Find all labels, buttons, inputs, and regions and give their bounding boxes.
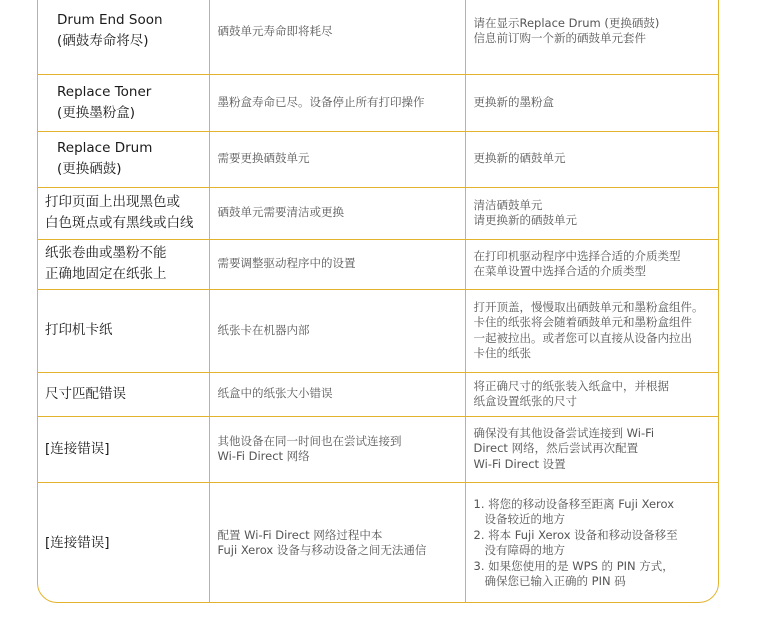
table-row xyxy=(37,416,719,482)
table-row xyxy=(37,187,719,239)
cause-text: 硒鼓单元寿命即将耗尽 xyxy=(217,23,333,38)
solution-text: 在菜单设置中选择合适的介质类型 xyxy=(473,264,646,278)
solution-text: 卡住的纸张将会随着硒鼓单元和墨粉盒组件 xyxy=(473,315,692,329)
solution-text: 卡住的纸张 xyxy=(473,346,531,360)
troubleshooting-table xyxy=(37,0,719,603)
problem-text: Replace Toner xyxy=(57,83,152,100)
troubleshooting-table-frame xyxy=(37,0,719,603)
solution-cell xyxy=(465,187,719,239)
problem-text: Drum End Soon xyxy=(57,12,163,29)
solution-text: 信息前订购一个新的硒鼓单元套件 xyxy=(473,31,646,46)
solution-cell xyxy=(465,74,719,131)
cause-text: 配置 Wi-Fi Direct 网络过程中本 xyxy=(217,527,383,542)
solution-list-item: 1. 将您的移动设备移至距离 Fuji Xerox xyxy=(473,496,675,511)
problem-text: (硒鼓寿命将尽) xyxy=(57,33,149,50)
solution-text: 更换新的墨粉盒 xyxy=(473,94,554,109)
problem-cell xyxy=(37,74,209,131)
solution-text: Direct 网络，然后尝试再次配置 xyxy=(473,441,639,456)
problem-cell xyxy=(37,187,209,239)
problem-text: 打印页面上出现黑色或 xyxy=(45,194,180,210)
cause-cell xyxy=(209,239,465,289)
solution-text: Wi-Fi Direct 设置 xyxy=(473,456,566,471)
solution-cell xyxy=(465,482,719,603)
table-row xyxy=(37,239,719,289)
solution-list-item-continued: 确保您已输入正确的 PIN 码 xyxy=(484,574,626,589)
cause-text: Fuji Xerox 设备与移动设备之间无法通信 xyxy=(217,543,427,558)
problem-cell xyxy=(37,416,209,482)
table-row xyxy=(37,74,719,131)
problem-cell xyxy=(37,289,209,372)
table-row xyxy=(37,131,719,187)
solution-text: 打开顶盖，慢慢取出硒鼓单元和墨粉盒组件。 xyxy=(473,299,704,314)
cause-cell xyxy=(209,416,465,482)
problem-text: Replace Drum xyxy=(57,140,153,156)
problem-cell xyxy=(37,131,209,187)
solution-cell xyxy=(465,239,719,289)
solution-list-item: 2. 将本 Fuji Xerox 设备和移动设备移至 xyxy=(473,527,678,542)
solution-text: 请更换新的硒鼓单元 xyxy=(473,213,577,227)
solution-cell xyxy=(465,372,719,416)
solution-text: 纸盒设置纸张的尺寸 xyxy=(473,394,577,408)
cause-cell xyxy=(209,0,465,74)
problem-text: [连接错误] xyxy=(45,534,110,551)
table-row xyxy=(37,0,719,74)
solution-cell xyxy=(465,131,719,187)
solution-list-item-continued: 没有障碍的地方 xyxy=(484,543,565,558)
problem-cell xyxy=(37,482,209,603)
cause-text: 需要调整驱动程序中的设置 xyxy=(217,256,356,271)
problem-text: 白色斑点或有黑线或白线 xyxy=(45,215,194,231)
cause-cell xyxy=(209,372,465,416)
cause-text: 墨粉盒寿命已尽。设备停止所有打印操作 xyxy=(217,94,425,109)
cause-cell xyxy=(209,187,465,239)
table-row xyxy=(37,482,719,603)
solution-cell xyxy=(465,416,719,482)
cause-text: 其他设备在同一时间也在尝试连接到 xyxy=(217,433,402,448)
solution-list-item-continued: 设备较近的地方 xyxy=(484,512,565,527)
problem-text: 尺寸匹配错误 xyxy=(45,385,126,402)
problem-text: (更换硒鼓) xyxy=(57,161,122,177)
table-row xyxy=(37,372,719,416)
problem-cell xyxy=(37,0,209,74)
cause-text: 纸盒中的纸张大小错误 xyxy=(217,386,333,401)
problem-text: 纸张卷曲或墨粉不能 xyxy=(45,245,167,261)
solution-text: 一起被拉出。或者您可以直接从设备内拉出 xyxy=(473,330,692,345)
solution-text: 更换新的硒鼓单元 xyxy=(473,151,566,166)
cause-text: 需要更换硒鼓单元 xyxy=(217,151,310,166)
problem-cell xyxy=(37,372,209,416)
cause-text: Wi-Fi Direct 网络 xyxy=(217,449,310,463)
problem-cell xyxy=(37,239,209,289)
cause-text: 硒鼓单元需要清洁或更换 xyxy=(217,205,344,220)
cause-cell xyxy=(209,289,465,372)
problem-text: 正确地固定在纸张上 xyxy=(45,266,167,282)
problem-text: (更换墨粉盒) xyxy=(57,104,136,121)
solution-cell xyxy=(465,289,719,372)
solution-text: 清洁硒鼓单元 xyxy=(473,197,543,212)
solution-text: 在打印机驱动程序中选择合适的介质类型 xyxy=(473,248,681,263)
cause-text: 纸张卡在机器内部 xyxy=(217,322,310,337)
cause-cell xyxy=(209,482,465,603)
cause-cell xyxy=(209,74,465,131)
solution-text: 确保没有其他设备尝试连接到 Wi-Fi xyxy=(473,425,655,440)
solution-cell xyxy=(465,0,719,74)
cause-cell xyxy=(209,131,465,187)
table-row xyxy=(37,289,719,372)
solution-text: 将正确尺寸的纸张装入纸盒中，并根据 xyxy=(473,378,669,393)
problem-text: [连接错误] xyxy=(45,440,110,457)
solution-list-item: 3. 如果您使用的是 WPS 的 PIN 方式， xyxy=(473,558,674,573)
solution-text: 请在显示Replace Drum (更换硒鼓) xyxy=(473,15,660,30)
problem-text: 打印机卡纸 xyxy=(45,322,113,338)
